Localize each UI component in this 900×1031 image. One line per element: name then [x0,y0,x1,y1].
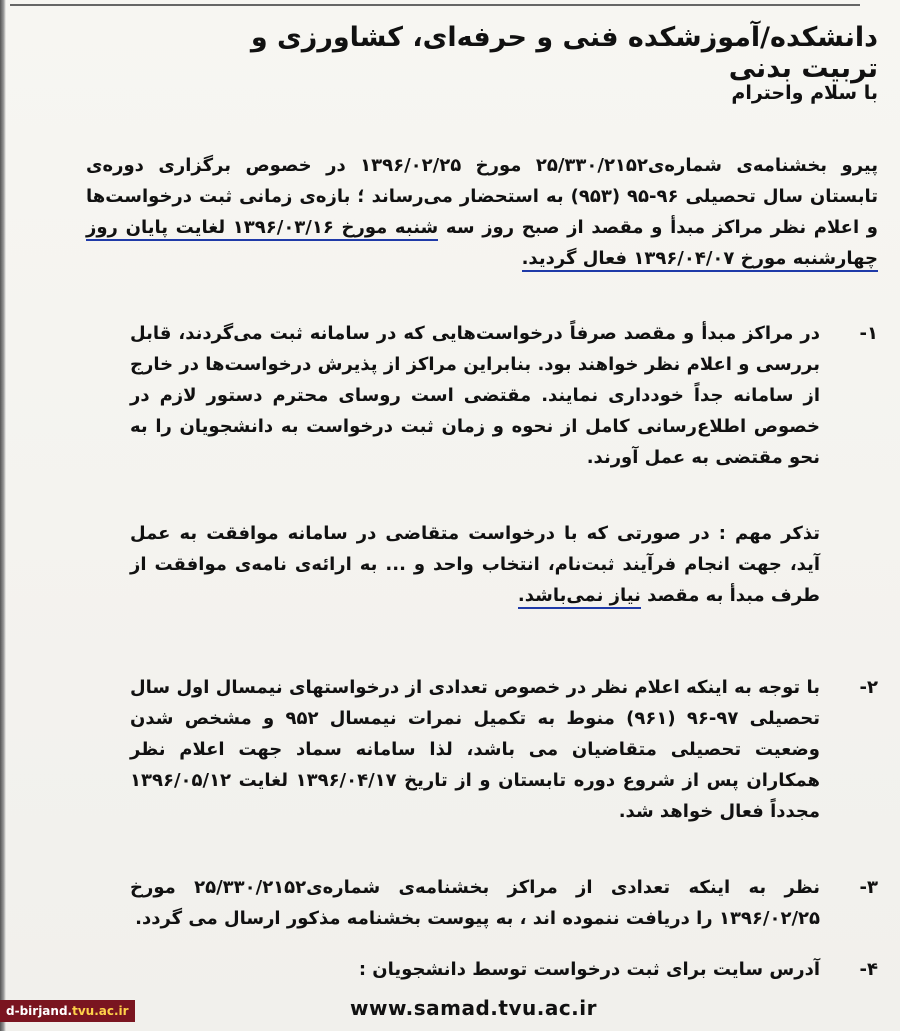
site-watermark [0,1000,135,1022]
intro-paragraph [86,150,878,274]
watermark-accent: tvu.ac.ir [72,1004,129,1018]
item-text: نظر به اینکه تعدادی از مراکز بخشنامه‌ی شماره‌ی۲۵/۳۳۰/۲۱۵۲ مورخ ۱۳۹۶/۰۲/۲۵ را دریافت ننموده اند ، به پیوست بخشنامه مذکور ارسال می گردد. [130,877,820,929]
scan-edge-shadow [0,0,6,1031]
item-text: با توجه به اینکه اعلام نظر در خصوص تعدادی از درخواستهای نیمسال اول سال تحصیلی ۹۷-۹۶ (۹۶۱) منوط به تکمیل نمرات نیمسال ۹۵۲ و مشخص شدن وضعیت تحصیلی متقاضیان می باشد، لذا سامانه سماد جهت اعلام نظر همکاران پس از شروع دوره تابستان و از تاریخ ۱۳۹۶/۰۴/۱۷ لغایت ۱۳۹۶/۰۵/۱۲ مجدداً فعال خواهد شد. [130,677,821,822]
item-number: ۲- [859,677,878,698]
watermark-prefix: d-birjand. [6,1004,73,1018]
intro-underlined-dates: شنبه مورخ ۱۳۹۶/۰۳/۱۶ لغایت پایان روز چهارشنبه مورخ ۱۳۹۶/۰۴/۰۷ فعال گردید. [86,217,878,272]
note-text: تذکر مهم : در صورتی که با درخواست متقاضی در سامانه موافقت به عمل آید، جهت انجام فرآیند ثبت‌نام، انتخاب واحد و ... به ارائه‌ی نامه‌ی موافقت از طرف مبدأ به مقصد [130,523,820,606]
top-rule [10,4,860,6]
item-text: در مراکز مبدأ و مقصد صرفاً درخواست‌هایی که در سامانه ثبت می‌گردند، قابل بررسی و اعلام نظر خواهند بود. بنابراین مراکز از پذیرش درخواست‌ها در خارج از سامانه جداً خودداری نمایند. مقتضی است روسای محترم دستور لازم در خصوص اطلاع‌رسانی کامل از نحوه و زمان ثبت درخواست به دانشجویان را به نحو مقتضی به عمل آورند. [130,323,820,468]
item-number: ۱- [859,323,878,344]
samad-site-link[interactable]: www.samad.tvu.ac.ir [350,996,597,1020]
list-item [86,954,878,985]
list-item [86,318,878,473]
important-note [130,518,820,611]
list-item [86,872,878,934]
document-title: دانشکده/آموزشکده فنی و حرفه‌ای، کشاورزی و تربیت بدنی [250,22,878,84]
item-number: ۴- [859,959,878,980]
note-underlined: نیاز نمی‌باشد. [518,585,641,609]
greeting: با سلام واحترام [731,82,878,104]
item-text: آدرس سایت برای ثبت درخواست توسط دانشجویان : [358,959,820,980]
intro-text: پیرو بخشنامه‌ی شماره‌ی۲۵/۳۳۰/۲۱۵۲ مورخ ۱۳۹۶/۰۲/۲۵ در خصوص برگزاری دوره‌ی تابستان سال تحصیلی ۹۶-۹۵ (۹۵۳) به استحضار می‌رساند ؛ بازه‌ی زمانی ثبت درخواست‌ها و اعلام نظر مراکز مبدأ و مقصد از صبح روز سه [86,155,878,238]
item-number: ۳- [859,877,878,898]
list-item [86,672,878,827]
